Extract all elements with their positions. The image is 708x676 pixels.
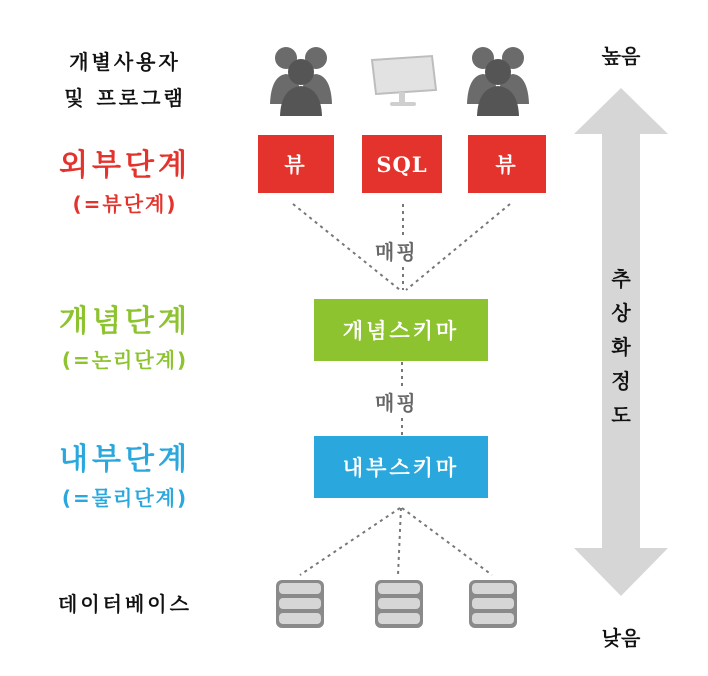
internal-schema-box: 내부스키마 <box>314 436 488 498</box>
sql-box: SQL <box>362 135 442 193</box>
mapping-label-upper: 매핑 <box>373 236 420 265</box>
users-group-icon-right <box>467 47 529 116</box>
database-icon-1 <box>276 580 324 628</box>
internal-level-title: 내부단계 <box>59 442 191 477</box>
map-line-db2 <box>398 508 401 575</box>
view-box-2: 뷰 <box>468 135 546 193</box>
abstraction-degree-label: 추상화정도 <box>611 267 631 427</box>
conceptual-schema-box: 개념스키마 <box>314 299 488 361</box>
external-level-title: 외부단계 <box>59 148 191 183</box>
external-level-subtitle: (=뷰단계) <box>72 192 178 216</box>
map-line-view2 <box>406 204 510 290</box>
database-icon-2 <box>375 580 423 628</box>
mapping-label-lower: 매핑 <box>373 387 420 416</box>
axis-high-label: 높음 <box>601 44 641 68</box>
conceptual-level-subtitle: (=논리단계) <box>61 348 189 372</box>
internal-level-subtitle: (=물리단계) <box>61 486 189 510</box>
conceptual-level-title: 개념단계 <box>59 304 191 339</box>
database-label: 데이터베이스 <box>58 592 192 616</box>
monitor-icon <box>372 56 436 106</box>
users-group-icon-left <box>270 47 332 116</box>
map-line-db1 <box>300 508 400 575</box>
view-box-1: 뷰 <box>258 135 334 193</box>
axis-low-label: 낮음 <box>601 626 641 650</box>
map-line-db3 <box>402 508 492 575</box>
users-programs-label: 개별사용자 및 프로그램 <box>64 50 186 110</box>
database-icon-3 <box>469 580 517 628</box>
